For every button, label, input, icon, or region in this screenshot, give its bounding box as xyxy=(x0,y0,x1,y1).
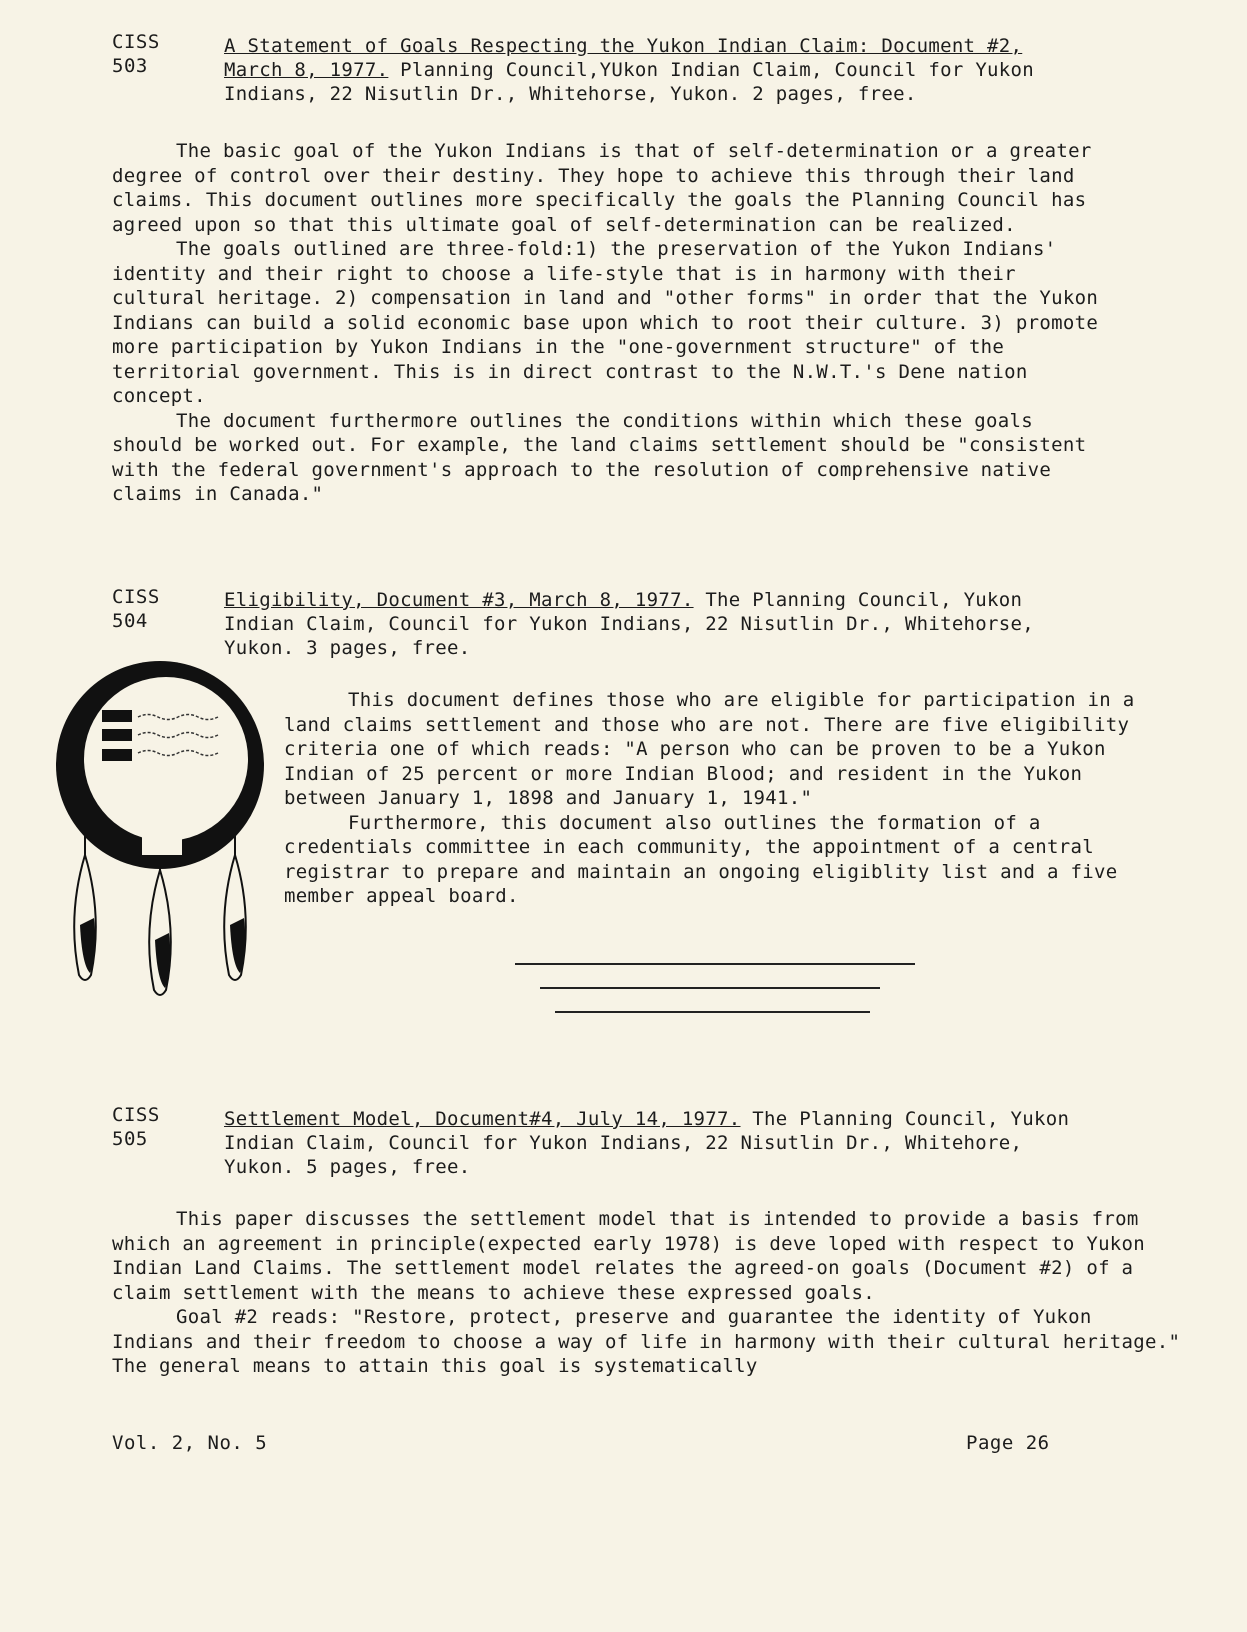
abstract-paragraph: Furthermore, this document also outlines the formation of a credentials committee in each community, the appointment of a central registrar to prepare and maintain an ongoing eligiblity list and a five member appeal board. xyxy=(284,811,1118,907)
abstract-paragraph: This document defines those who are eligible for participation in a land claims settlement and those who are not. There are five eligibility criteria one of which reads: "A person who can be proven to be a Yukon Indian of 25 percent or more Indian Blood; and resident in the Yukon between January 1, 1898 and January 1, 1941." xyxy=(284,689,1135,809)
entry-title: Eligibility, Document #3, March 8, 1977. xyxy=(224,589,694,611)
entry-citation: Planning Council,YUkon Indian Claim, Council for Yukon Indians, 22 Nisutlin Dr., Whitehorse, Yukon. 2 pages, free. xyxy=(224,59,1035,105)
entry-abstract-503 xyxy=(112,139,1112,507)
entry-citation: The Planning Council, Yukon Indian Claim, Council for Yukon Indians, 22 Nisutlin Dr., Whitehorse, Yukon. 3 pages, free. xyxy=(224,589,1034,659)
entry-abstract-504 xyxy=(284,688,1164,909)
entry-heading-505 xyxy=(224,1107,1084,1179)
divider-rule xyxy=(515,963,915,965)
abstract-paragraph: This paper discusses the settlement model that is intended to provide a basis from which an agreement in principle(expected early 1978) is deve loped with respect to Yukon Indian Land Claims. The settlement model relates the agreed-on goals (Document #2) of a claim settlement with the means to achieve these expressed goals. xyxy=(112,1208,1146,1304)
abstract-paragraph: The basic goal of the Yukon Indians is that of self-determination or a greater degree of control over their destiny. They hope to achieve this through their land claims. This document outlines more specifically the goals the Planning Council has agreed upon so that this ultimate goal of self-determination can be realized. xyxy=(112,140,1092,236)
abstract-paragraph: The goals outlined are three-fold:1) the preservation of the Yukon Indians' identity and their right to choose a life-style that is in harmony with their cultural heritage. 2) compensation in land and "other forms" in order that the Yukon Indians can build a solid economic base upon which to root their culture. 3) promote more participation by Yukon Indians in the "one-government structure" of the territorial government. This is in direct contrast to the N.W.T.'s Dene nation concept. xyxy=(112,238,1099,407)
entry-number: 504 xyxy=(112,610,148,632)
entry-title: Settlement Model, Document#4, July 14, 1977. xyxy=(224,1108,741,1130)
entry-number: 503 xyxy=(112,55,148,77)
entry-id-504 xyxy=(112,585,160,633)
entry-abstract-505 xyxy=(112,1207,1182,1379)
entry-id-505 xyxy=(112,1103,160,1151)
feather-emblem-icon xyxy=(50,655,270,1035)
entry-heading-504 xyxy=(224,588,1084,660)
entry-heading-503 xyxy=(224,34,1084,106)
entry-code: CISS xyxy=(112,1104,160,1126)
entry-code: CISS xyxy=(112,31,160,53)
volume-label: Vol. 2, No. 5 xyxy=(112,1432,268,1454)
entry-code: CISS xyxy=(112,586,160,608)
abstract-paragraph: The document furthermore outlines the conditions within which these goals should be worked out. For example, the land claims settlement should be "consistent with the federal government's approach to the resolution of comprehensive native claims in Canada." xyxy=(112,409,1087,505)
entry-number: 505 xyxy=(112,1128,148,1150)
abstract-paragraph: Goal #2 reads: "Restore, protect, preserve and guarantee the identity of Yukon Indians and their freedom to choose a way of life in harmony with their cultural heritage." The general means to attain this goal is systematically xyxy=(112,1306,1181,1377)
divider-rule xyxy=(540,987,880,989)
divider-rule xyxy=(555,1011,870,1013)
entry-title: A Statement of Goals Respecting the Yukon Indian Claim: Document #2, March 8, 1977. xyxy=(224,35,1023,81)
entry-citation: The Planning Council, Yukon Indian Claim, Council for Yukon Indians, 22 Nisutlin Dr., Whitehore, Yukon. 5 pages, free. xyxy=(224,1108,1070,1178)
page-number: Page 26 xyxy=(966,1432,1050,1454)
entry-id-503 xyxy=(112,30,160,78)
